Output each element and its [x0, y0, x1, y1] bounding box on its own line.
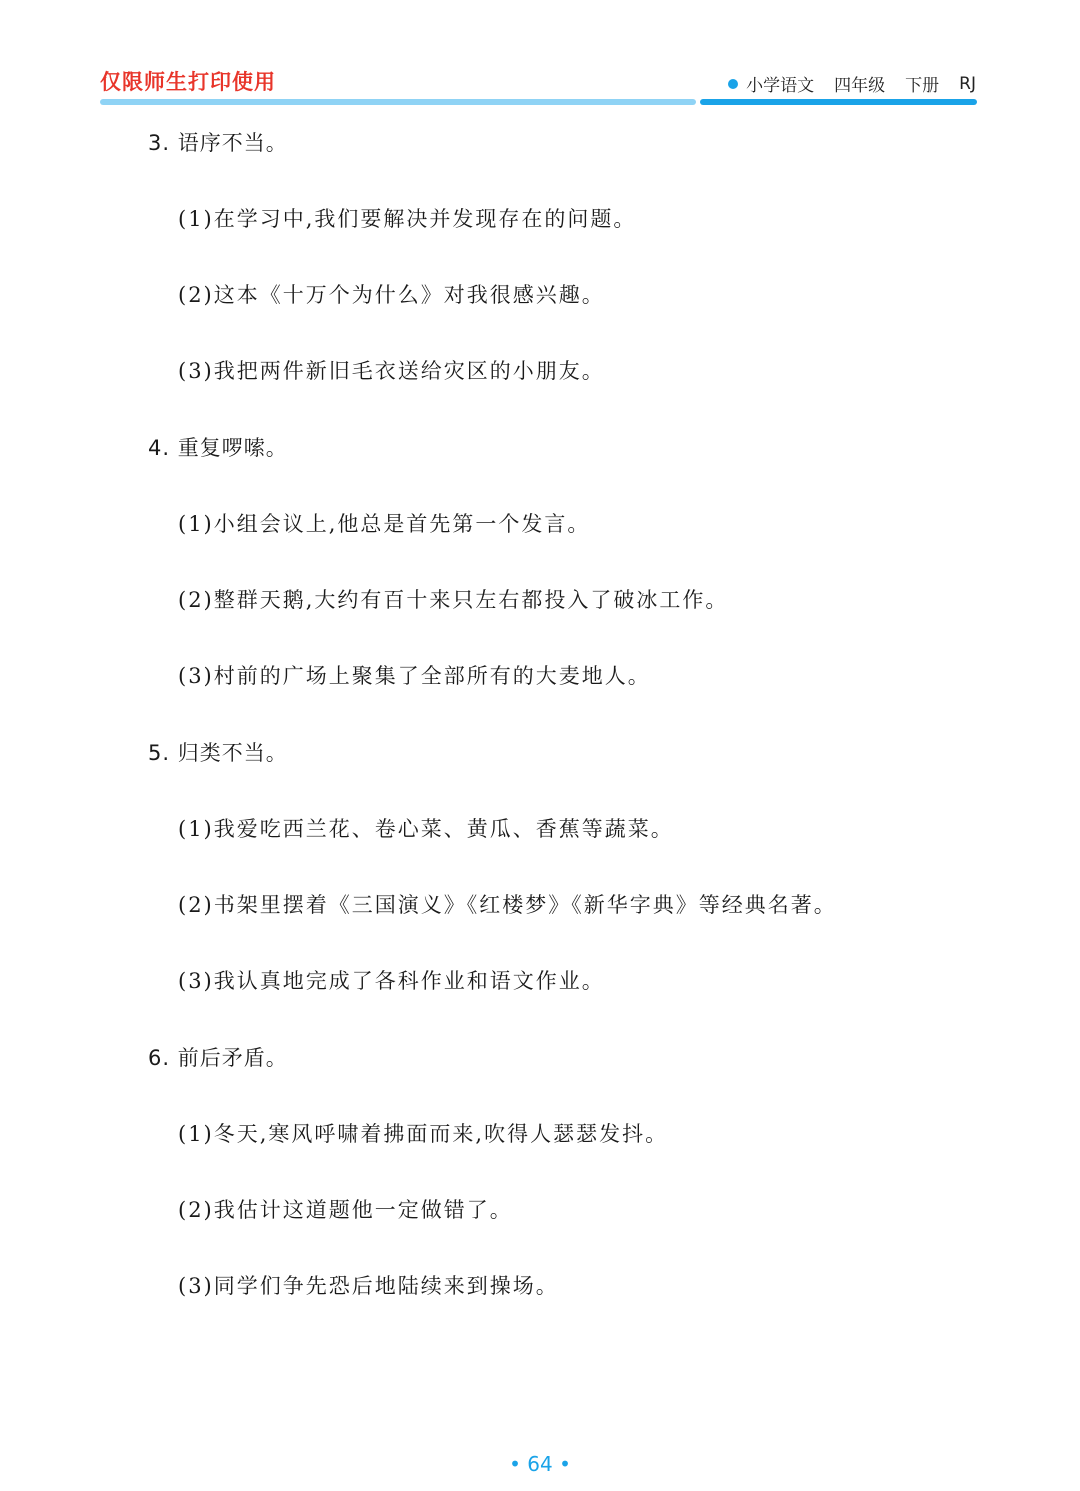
edition-label: RJ	[959, 73, 976, 94]
header-divider-left	[100, 99, 696, 105]
book-info	[728, 71, 976, 96]
list-item: (1)小组会议上,他总是首先第一个发言。	[178, 512, 591, 536]
grade-label: 四年级	[834, 76, 886, 96]
list-item: (2)我估计这道题他一定做错了。	[178, 1198, 513, 1222]
list-item: (1)冬天,寒风呼啸着拂面而来,吹得人瑟瑟发抖。	[178, 1122, 669, 1146]
section-heading: 6. 前后矛盾。	[148, 1046, 288, 1070]
list-item: (3)同学们争先恐后地陆续来到操场。	[178, 1274, 559, 1298]
list-item: (2)整群天鹅,大约有百十来只左右都投入了破冰工作。	[178, 588, 729, 612]
list-item: (1)在学习中,我们要解决并发现存在的问题。	[178, 207, 637, 231]
list-item: (3)我认真地完成了各科作业和语文作业。	[178, 969, 605, 993]
section-heading: 4. 重复啰嗦。	[148, 436, 288, 460]
section-heading: 3. 语序不当。	[148, 131, 288, 155]
subject-label: 小学语文	[746, 76, 815, 96]
list-item: (2)这本《十万个为什么》对我很感兴趣。	[178, 283, 605, 307]
list-item: (3)村前的广场上聚集了全部所有的大麦地人。	[178, 664, 651, 688]
bullet-dot-icon	[728, 79, 738, 89]
section-heading: 5. 归类不当。	[148, 741, 288, 765]
list-item: (3)我把两件新旧毛衣送给灾区的小朋友。	[178, 359, 605, 383]
page-number: • 64 •	[509, 1452, 571, 1476]
header-divider-right	[700, 99, 977, 105]
list-item: (1)我爱吃西兰花、卷心菜、黄瓜、香蕉等蔬菜。	[178, 817, 674, 841]
print-notice: 仅限师生打印使用	[100, 70, 276, 94]
volume-label: 下册	[905, 76, 940, 96]
list-item: (2)书架里摆着《三国演义》《红楼梦》《新华字典》等经典名著。	[178, 893, 837, 917]
